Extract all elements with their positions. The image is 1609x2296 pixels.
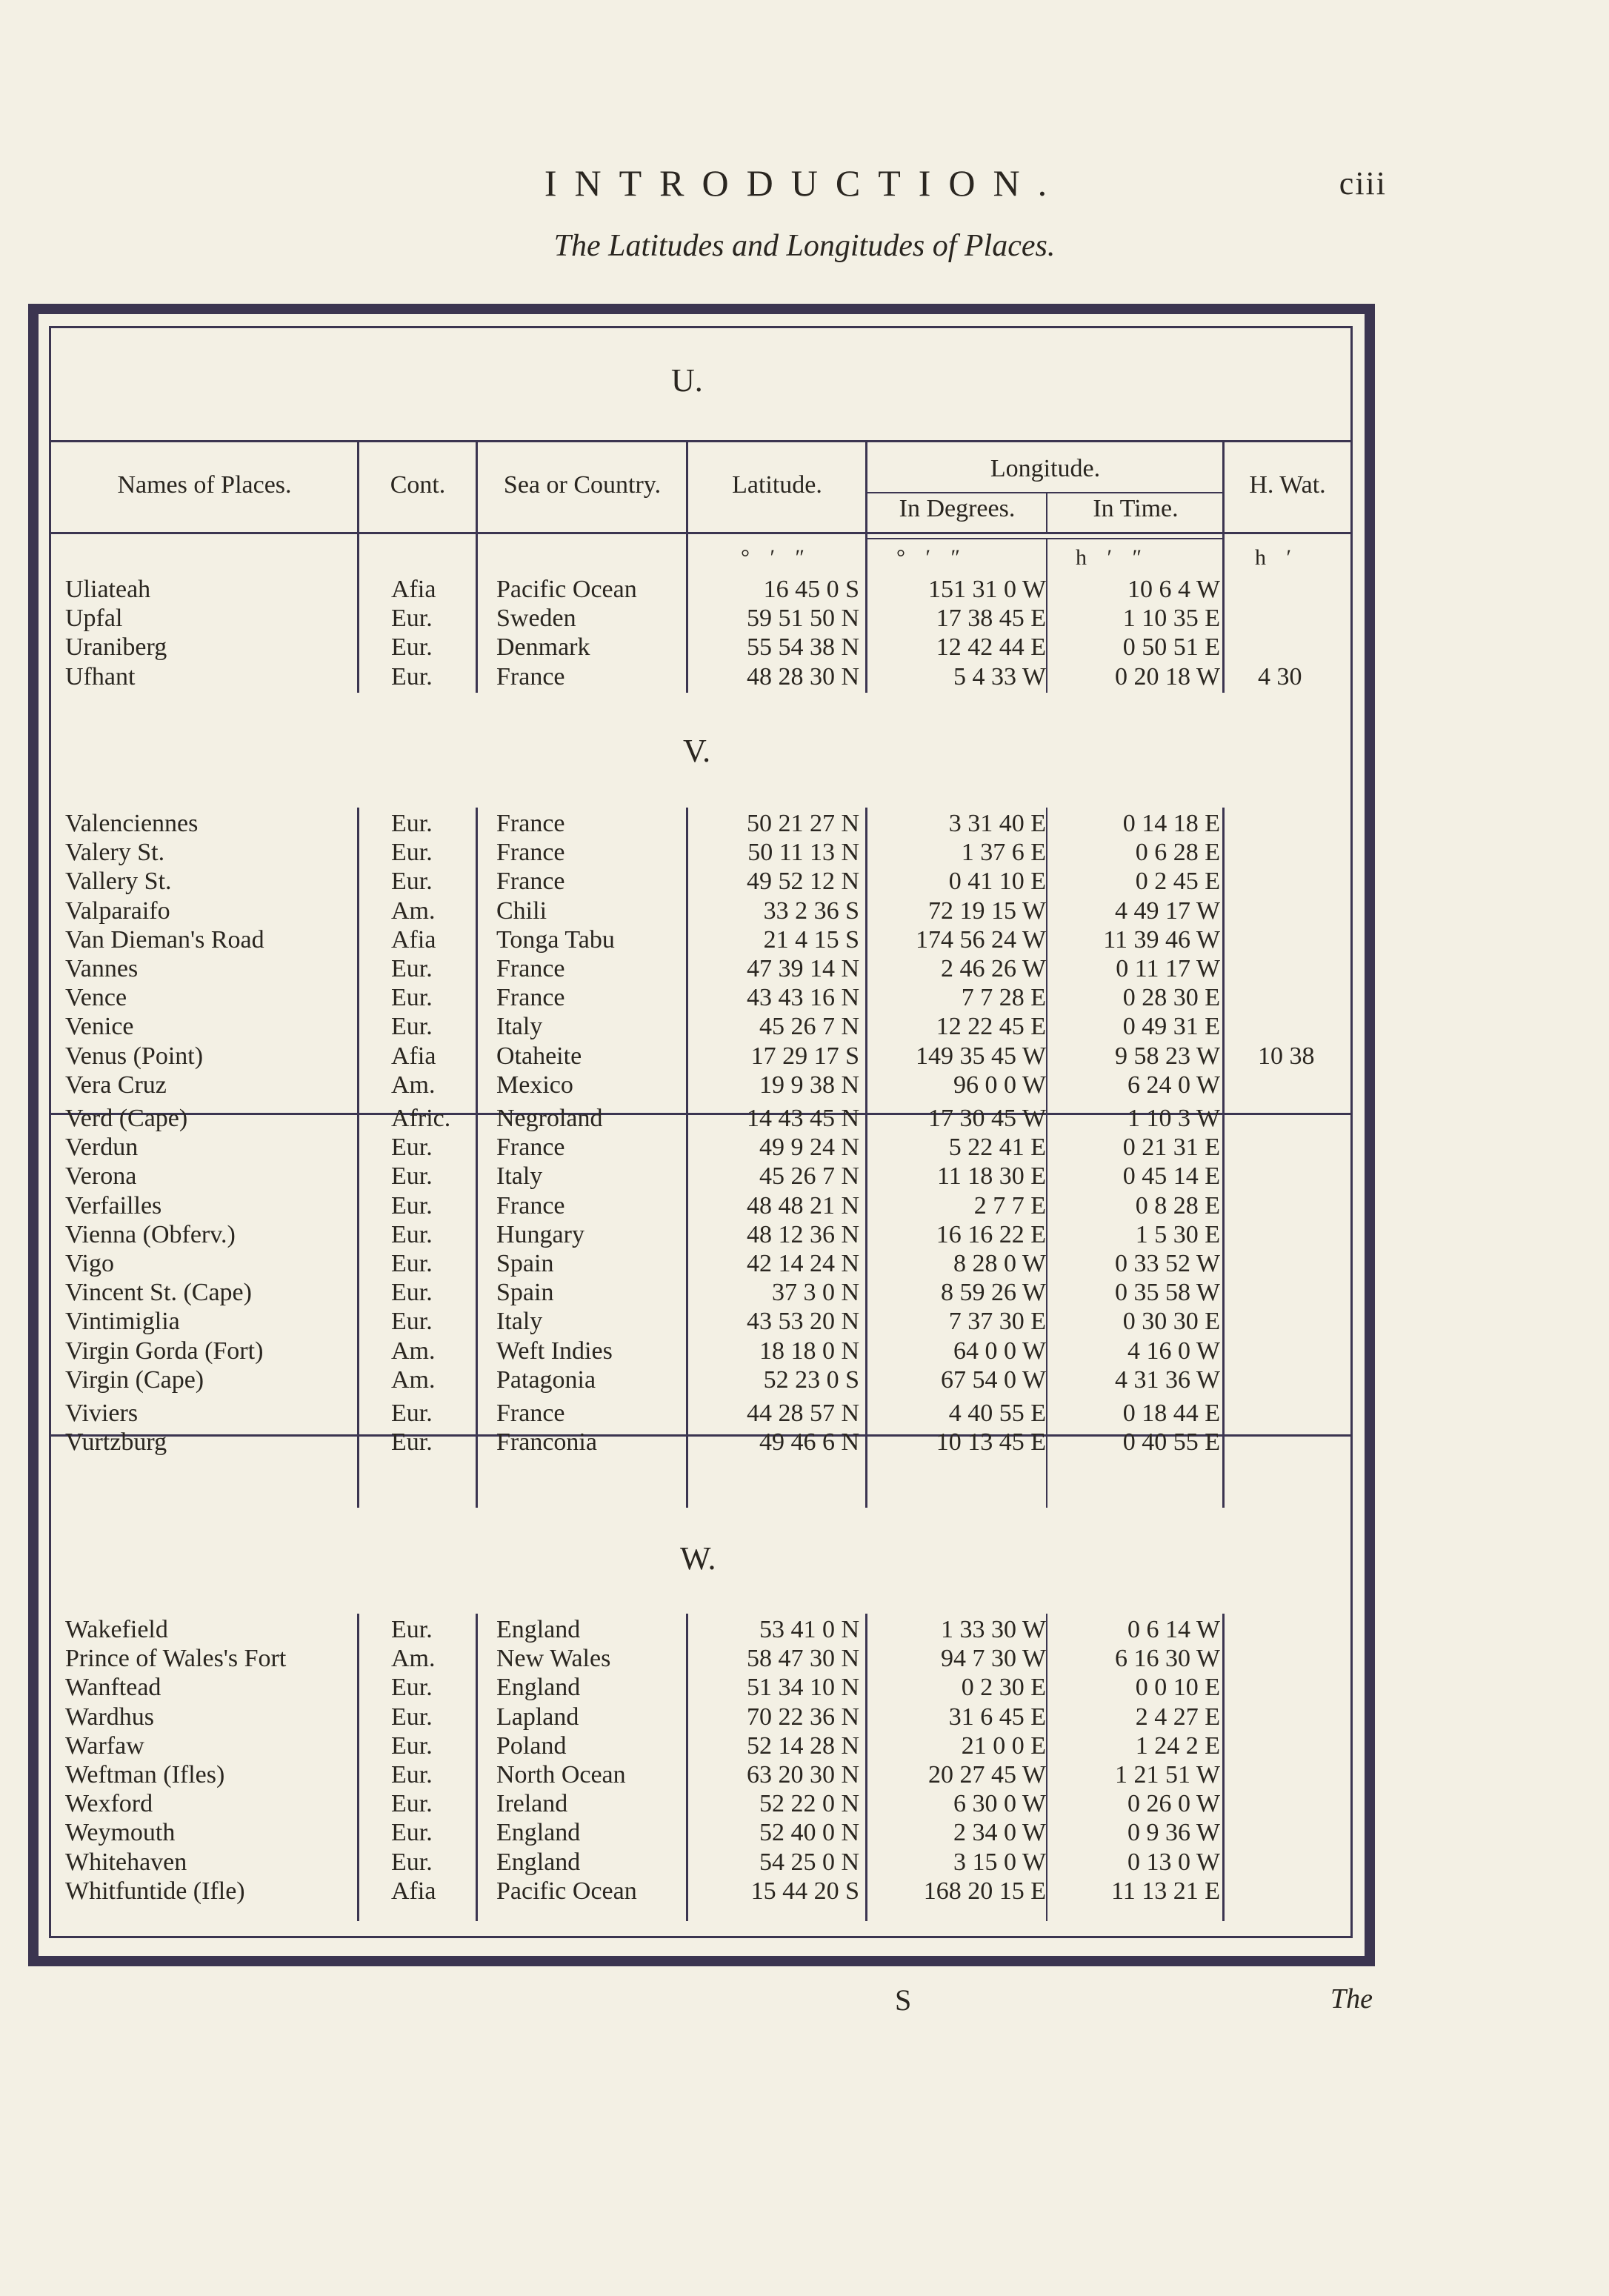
cell-cont: Eur.	[391, 1400, 433, 1427]
cell-cont: Eur.	[391, 1674, 433, 1702]
cell-latitude: 43 53 20 N	[746, 1308, 859, 1336]
cell-sea: Otaheite	[496, 1042, 582, 1070]
cell-latitude: 49 52 12 N	[746, 868, 859, 896]
cell-longitude-time: 0 50 51 E	[1122, 633, 1220, 662]
col-rule-u-6	[1222, 533, 1225, 693]
cell-name: Ufhant	[65, 662, 136, 691]
cell-name: Verona	[65, 1162, 137, 1191]
cell-name: Verd (Cape)	[65, 1105, 188, 1132]
header-col-rule-6	[1222, 442, 1225, 533]
cell-latitude: 45 26 7 N	[759, 1162, 859, 1191]
cell-sea: France	[496, 984, 565, 1012]
col-rule-v-1	[357, 808, 359, 1508]
col-rule-u-2	[476, 533, 478, 693]
cell-longitude-degrees: 7 7 28 E	[961, 984, 1046, 1012]
section-letter-v: V.	[683, 733, 711, 769]
cell-high-water: 4 30	[1258, 662, 1302, 691]
cell-name: Uliateah	[65, 576, 151, 603]
cell-longitude-degrees: 149 35 45 W	[916, 1042, 1046, 1070]
cell-latitude: 15 44 20 S	[750, 1877, 859, 1905]
cell-sea: Lapland	[496, 1703, 579, 1731]
cell-longitude-time: 0 40 55 E	[1122, 1428, 1220, 1457]
cell-cont: Eur.	[391, 1819, 433, 1847]
cell-longitude-time: 0 26 0 W	[1127, 1790, 1220, 1818]
latitude-units: ° ′ ″	[741, 545, 805, 570]
cell-name: Viviers	[65, 1400, 139, 1427]
cell-longitude-time: 9 58 23 W	[1115, 1042, 1220, 1070]
cell-name: Whitehaven	[65, 1848, 187, 1876]
cell-longitude-degrees: 8 28 0 W	[953, 1250, 1046, 1277]
cell-longitude-time: 0 11 17 W	[1116, 955, 1220, 982]
cell-sea: New Wales	[496, 1645, 611, 1673]
cell-longitude-degrees: 174 56 24 W	[916, 925, 1046, 954]
cell-name: Vera Cruz	[65, 1071, 167, 1099]
cell-latitude: 48 28 30 N	[746, 662, 859, 691]
cell-longitude-degrees: 20 27 45 W	[928, 1761, 1046, 1788]
cell-name: Wanftead	[65, 1674, 161, 1702]
cell-longitude-time: 6 24 0 W	[1127, 1071, 1220, 1099]
col-rule-v-4	[865, 808, 867, 1508]
cell-sea: England	[496, 1674, 581, 1702]
cell-name: Vurtzburg	[65, 1428, 167, 1457]
page-number: ciii	[1339, 165, 1387, 202]
cell-cont: Eur.	[391, 1250, 433, 1277]
cell-longitude-degrees: 5 22 41 E	[948, 1134, 1046, 1162]
cell-longitude-degrees: 11 18 30 E	[936, 1162, 1046, 1191]
col-rule-w-3	[686, 1614, 688, 1921]
cell-longitude-time: 11 39 46 W	[1103, 925, 1220, 954]
signature-mark: S	[895, 1983, 912, 2017]
cell-cont: Eur.	[391, 633, 433, 662]
cell-longitude-degrees: 17 30 45 W	[928, 1105, 1046, 1132]
cell-latitude: 21 4 15 S	[763, 925, 859, 954]
col-rule-v-3	[686, 808, 688, 1508]
cell-sea: France	[496, 1191, 565, 1219]
cell-name: Vallery St.	[65, 868, 172, 896]
header-col-rule-5	[1046, 493, 1047, 533]
cell-cont: Afia	[391, 576, 436, 603]
header-col-rule-4	[865, 442, 867, 533]
cell-name: Virgin Gorda (Fort)	[65, 1337, 264, 1365]
cell-cont: Afia	[391, 925, 436, 954]
cell-sea: England	[496, 1616, 581, 1643]
cell-latitude: 48 48 21 N	[746, 1191, 859, 1219]
cell-latitude: 18 18 0 N	[759, 1337, 859, 1365]
cell-cont: Eur.	[391, 1790, 433, 1818]
cell-longitude-degrees: 0 41 10 E	[948, 868, 1046, 896]
cell-latitude: 42 14 24 N	[746, 1250, 859, 1277]
cell-longitude-time: 0 9 36 W	[1127, 1819, 1220, 1847]
cell-high-water: 10 38	[1258, 1042, 1315, 1070]
cell-longitude-degrees: 4 40 55 E	[948, 1400, 1046, 1427]
cell-longitude-time: 0 8 28 E	[1135, 1191, 1220, 1219]
page-title: INTRODUCTION.	[544, 162, 1065, 204]
degrees-units: ° ′ ″	[896, 545, 961, 570]
cell-longitude-time: 10 6 4 W	[1127, 576, 1220, 603]
degree-units-rule	[867, 538, 1222, 539]
cell-longitude-degrees: 3 15 0 W	[953, 1848, 1046, 1876]
cell-longitude-degrees: 5 4 33 W	[953, 662, 1046, 691]
cell-cont: Eur.	[391, 839, 433, 867]
cell-sea: Franconia	[496, 1428, 597, 1457]
cell-sea: France	[496, 1134, 565, 1162]
cell-name: Vienna (Obferv.)	[65, 1220, 236, 1248]
cell-latitude: 49 9 24 N	[759, 1134, 859, 1162]
cell-sea: England	[496, 1848, 581, 1876]
cell-sea: France	[496, 1400, 565, 1427]
cell-cont: Eur.	[391, 1162, 433, 1191]
hwat-units: h ′	[1255, 545, 1292, 570]
cell-longitude-time: 6 16 30 W	[1115, 1645, 1220, 1673]
cell-longitude-degrees: 94 7 30 W	[941, 1645, 1046, 1673]
cell-longitude-time: 0 35 58 W	[1115, 1279, 1220, 1307]
cell-name: Wardhus	[65, 1703, 155, 1731]
cell-latitude: 52 22 0 N	[759, 1790, 859, 1818]
time-units: h ′ ″	[1076, 545, 1142, 570]
cell-longitude-time: 1 10 3 W	[1127, 1105, 1220, 1132]
cell-longitude-degrees: 1 37 6 E	[961, 839, 1046, 867]
cell-longitude-degrees: 151 31 0 W	[928, 576, 1046, 603]
col-rule-w-5	[1046, 1614, 1047, 1921]
cell-latitude: 14 43 45 N	[746, 1105, 859, 1132]
cell-latitude: 16 45 0 S	[763, 576, 859, 603]
cell-latitude: 55 54 38 N	[746, 633, 859, 662]
cell-longitude-degrees: 21 0 0 E	[961, 1731, 1046, 1760]
cell-longitude-time: 0 13 0 W	[1127, 1848, 1220, 1876]
cell-cont: Eur.	[391, 1761, 433, 1788]
cell-sea: Italy	[496, 1162, 543, 1191]
cell-cont: Eur.	[391, 810, 433, 837]
cell-cont: Afia	[391, 1042, 436, 1070]
cell-cont: Eur.	[391, 1191, 433, 1219]
cell-name: Uraniberg	[65, 633, 167, 662]
cell-cont: Am.	[391, 1645, 436, 1673]
cell-longitude-degrees: 12 22 45 E	[936, 1013, 1046, 1041]
col-rule-w-4	[865, 1614, 867, 1921]
cell-cont: Eur.	[391, 1848, 433, 1876]
cell-sea: France	[496, 839, 565, 867]
header-top-rule	[49, 440, 1353, 442]
cell-latitude: 19 9 38 N	[759, 1071, 859, 1099]
col-header-hwat: H. Wat.	[1249, 471, 1326, 499]
cell-longitude-time: 0 30 30 E	[1122, 1308, 1220, 1336]
cell-longitude-time: 1 24 2 E	[1135, 1731, 1220, 1760]
cell-longitude-time: 0 18 44 E	[1122, 1400, 1220, 1427]
col-header-in-degrees: In Degrees.	[899, 495, 1016, 522]
col-header-longitude: Longitude.	[990, 455, 1101, 482]
cell-name: Vintimiglia	[65, 1308, 180, 1336]
col-rule-u-3	[686, 533, 688, 693]
cell-latitude: 49 46 6 N	[759, 1428, 859, 1457]
cell-cont: Eur.	[391, 1134, 433, 1162]
cell-cont: Am.	[391, 896, 436, 925]
cell-sea: Chili	[496, 896, 547, 925]
cell-name: Verfailles	[65, 1191, 162, 1219]
cell-name: Weymouth	[65, 1819, 176, 1847]
cell-longitude-degrees: 3 31 40 E	[948, 810, 1046, 837]
cell-longitude-time: 0 28 30 E	[1122, 984, 1220, 1012]
cell-name: Venice	[65, 1013, 134, 1041]
cell-longitude-time: 0 6 28 E	[1135, 839, 1220, 867]
cell-sea: Mexico	[496, 1071, 573, 1099]
cell-sea: England	[496, 1819, 581, 1847]
cell-latitude: 59 51 50 N	[746, 605, 859, 633]
cell-sea: Italy	[496, 1013, 543, 1041]
cell-cont: Eur.	[391, 868, 433, 896]
cell-longitude-degrees: 10 13 45 E	[936, 1428, 1046, 1457]
cell-sea: France	[496, 662, 565, 691]
cell-latitude: 52 14 28 N	[746, 1731, 859, 1760]
cell-longitude-degrees: 67 54 0 W	[941, 1365, 1046, 1394]
cell-name: Warfaw	[65, 1731, 144, 1760]
cell-cont: Eur.	[391, 662, 433, 691]
cell-name: Valenciennes	[65, 810, 199, 837]
cell-name: Weftman (Ifles)	[65, 1761, 225, 1788]
cell-longitude-degrees: 8 59 26 W	[941, 1279, 1046, 1307]
cell-name: Vence	[65, 984, 127, 1012]
cell-longitude-degrees: 96 0 0 W	[953, 1071, 1046, 1099]
cell-cont: Eur.	[391, 1616, 433, 1643]
cell-longitude-degrees: 16 16 22 E	[936, 1220, 1046, 1248]
cell-longitude-time: 1 5 30 E	[1135, 1220, 1220, 1248]
cell-sea: France	[496, 955, 565, 982]
cell-name: Verdun	[65, 1134, 139, 1162]
cell-cont: Afia	[391, 1877, 436, 1905]
cell-cont: Eur.	[391, 984, 433, 1012]
cell-cont: Eur.	[391, 605, 433, 633]
cell-latitude: 44 28 57 N	[746, 1400, 859, 1427]
cell-longitude-degrees: 2 7 7 E	[973, 1191, 1046, 1219]
cell-sea: France	[496, 868, 565, 896]
cell-latitude: 52 23 0 S	[763, 1365, 859, 1394]
cell-sea: Weft Indies	[496, 1337, 613, 1365]
cell-sea: Spain	[496, 1250, 554, 1277]
cell-longitude-time: 0 6 14 W	[1127, 1616, 1220, 1643]
cell-latitude: 43 43 16 N	[746, 984, 859, 1012]
cell-cont: Eur.	[391, 1308, 433, 1336]
cell-name: Wexford	[65, 1790, 153, 1818]
cell-latitude: 33 2 36 S	[763, 896, 859, 925]
cell-name: Vincent St. (Cape)	[65, 1279, 252, 1307]
cell-latitude: 53 41 0 N	[759, 1616, 859, 1643]
cell-cont: Eur.	[391, 1013, 433, 1041]
cell-longitude-time: 0 2 45 E	[1135, 868, 1220, 896]
cell-longitude-time: 1 10 35 E	[1122, 605, 1220, 633]
cell-longitude-degrees: 7 37 30 E	[948, 1308, 1046, 1336]
cell-cont: Am.	[391, 1365, 436, 1394]
cell-sea: Patagonia	[496, 1365, 596, 1394]
cell-latitude: 45 26 7 N	[759, 1013, 859, 1041]
cell-latitude: 50 11 13 N	[747, 839, 859, 867]
catchword: The	[1330, 1983, 1373, 2014]
cell-longitude-time: 0 0 10 E	[1135, 1674, 1220, 1702]
cell-sea: Pacific Ocean	[496, 576, 637, 603]
cell-longitude-degrees: 1 33 30 W	[941, 1616, 1046, 1643]
cell-sea: France	[496, 810, 565, 837]
cell-name: Valery St.	[65, 839, 165, 867]
cell-latitude: 37 3 0 N	[771, 1279, 859, 1307]
cell-cont: Am.	[391, 1337, 436, 1365]
cell-cont: Am.	[391, 1071, 436, 1099]
col-rule-u-5	[1046, 539, 1047, 693]
header-bottom-rule	[49, 532, 1353, 534]
cell-cont: Eur.	[391, 1731, 433, 1760]
cell-longitude-degrees: 72 19 15 W	[928, 896, 1046, 925]
cell-longitude-time: 0 49 31 E	[1122, 1013, 1220, 1041]
cell-longitude-time: 0 33 52 W	[1115, 1250, 1220, 1277]
col-rule-w-1	[357, 1614, 359, 1921]
cell-longitude-time: 1 21 51 W	[1115, 1761, 1220, 1788]
cell-latitude: 48 12 36 N	[746, 1220, 859, 1248]
col-header-cont: Cont.	[390, 471, 446, 499]
cell-longitude-degrees: 12 42 44 E	[936, 633, 1046, 662]
cell-sea: Ireland	[496, 1790, 568, 1818]
cell-sea: Spain	[496, 1279, 554, 1307]
cell-sea: Italy	[496, 1308, 543, 1336]
cell-longitude-degrees: 168 20 15 E	[923, 1877, 1046, 1905]
cell-name: Upfal	[65, 605, 123, 633]
col-rule-w-6	[1222, 1614, 1225, 1921]
cell-longitude-degrees: 17 38 45 E	[936, 605, 1046, 633]
cell-sea: Sweden	[496, 605, 576, 633]
cell-latitude: 63 20 30 N	[746, 1761, 859, 1788]
cell-name: Prince of Wales's Fort	[65, 1645, 287, 1673]
cell-longitude-degrees: 2 34 0 W	[953, 1819, 1046, 1847]
cell-longitude-time: 4 31 36 W	[1115, 1365, 1220, 1394]
cell-cont: Eur.	[391, 1703, 433, 1731]
col-rule-v-6	[1222, 808, 1225, 1508]
section-letter-w: W.	[680, 1540, 716, 1577]
cell-cont: Eur.	[391, 1220, 433, 1248]
cell-cont: Afric.	[391, 1105, 451, 1132]
cell-name: Whitfuntide (Ifle)	[65, 1877, 245, 1905]
col-header-names: Names of Places.	[117, 471, 292, 499]
col-rule-v-5	[1046, 808, 1047, 1508]
cell-sea: Tonga Tabu	[496, 925, 615, 954]
col-rule-u-1	[357, 533, 359, 693]
cell-latitude: 17 29 17 S	[750, 1042, 859, 1070]
cell-longitude-time: 0 14 18 E	[1122, 810, 1220, 837]
cell-name: Virgin (Cape)	[65, 1365, 204, 1394]
col-rule-w-2	[476, 1614, 478, 1921]
page-subtitle: The Latitudes and Longitudes of Places.	[553, 229, 1056, 263]
col-rule-v-2	[476, 808, 478, 1508]
cell-cont: Eur.	[391, 955, 433, 982]
cell-sea: Denmark	[496, 633, 590, 662]
cell-name: Valparaifo	[65, 896, 170, 925]
longitude-rule	[867, 492, 1222, 493]
header-col-rule-3	[686, 442, 688, 533]
cell-name: Vigo	[65, 1250, 114, 1277]
col-header-in-time: In Time.	[1093, 495, 1179, 522]
cell-longitude-degrees: 64 0 0 W	[953, 1337, 1046, 1365]
cell-latitude: 47 39 14 N	[746, 955, 859, 982]
col-rule-u-4	[865, 533, 867, 693]
cell-latitude: 51 34 10 N	[746, 1674, 859, 1702]
cell-sea: Pacific Ocean	[496, 1877, 637, 1905]
cell-cont: Eur.	[391, 1428, 433, 1457]
cell-latitude: 58 47 30 N	[746, 1645, 859, 1673]
cell-longitude-time: 11 13 21 E	[1110, 1877, 1220, 1905]
cell-longitude-degrees: 31 6 45 E	[948, 1703, 1046, 1731]
cell-longitude-time: 0 20 18 W	[1115, 662, 1220, 691]
cell-longitude-time: 4 16 0 W	[1127, 1337, 1220, 1365]
section-letter-u: U.	[671, 362, 703, 399]
cell-longitude-degrees: 0 2 30 E	[961, 1674, 1046, 1702]
cell-longitude-degrees: 6 30 0 W	[953, 1790, 1046, 1818]
cell-cont: Eur.	[391, 1279, 433, 1307]
cell-latitude: 52 40 0 N	[759, 1819, 859, 1847]
cell-longitude-degrees: 2 46 26 W	[941, 955, 1046, 982]
header-col-rule-1	[357, 442, 359, 533]
cell-name: Van Dieman's Road	[65, 925, 264, 954]
cell-name: Vannes	[65, 955, 139, 982]
cell-name: Wakefield	[65, 1616, 168, 1643]
cell-name: Venus (Point)	[65, 1042, 204, 1070]
cell-latitude: 54 25 0 N	[759, 1848, 859, 1876]
cell-sea: Hungary	[496, 1220, 584, 1248]
col-header-latitude: Latitude.	[732, 471, 822, 499]
header-col-rule-2	[476, 442, 478, 533]
cell-longitude-time: 0 45 14 E	[1122, 1162, 1220, 1191]
cell-latitude: 70 22 36 N	[746, 1703, 859, 1731]
cell-sea: North Ocean	[496, 1761, 626, 1788]
cell-longitude-time: 4 49 17 W	[1115, 896, 1220, 925]
cell-sea: Poland	[496, 1731, 567, 1760]
cell-longitude-time: 0 21 31 E	[1122, 1134, 1220, 1162]
cell-longitude-time: 2 4 27 E	[1135, 1703, 1220, 1731]
cell-latitude: 50 21 27 N	[746, 810, 859, 837]
cell-sea: Negroland	[496, 1105, 603, 1132]
col-header-sea: Sea or Country.	[503, 471, 662, 499]
